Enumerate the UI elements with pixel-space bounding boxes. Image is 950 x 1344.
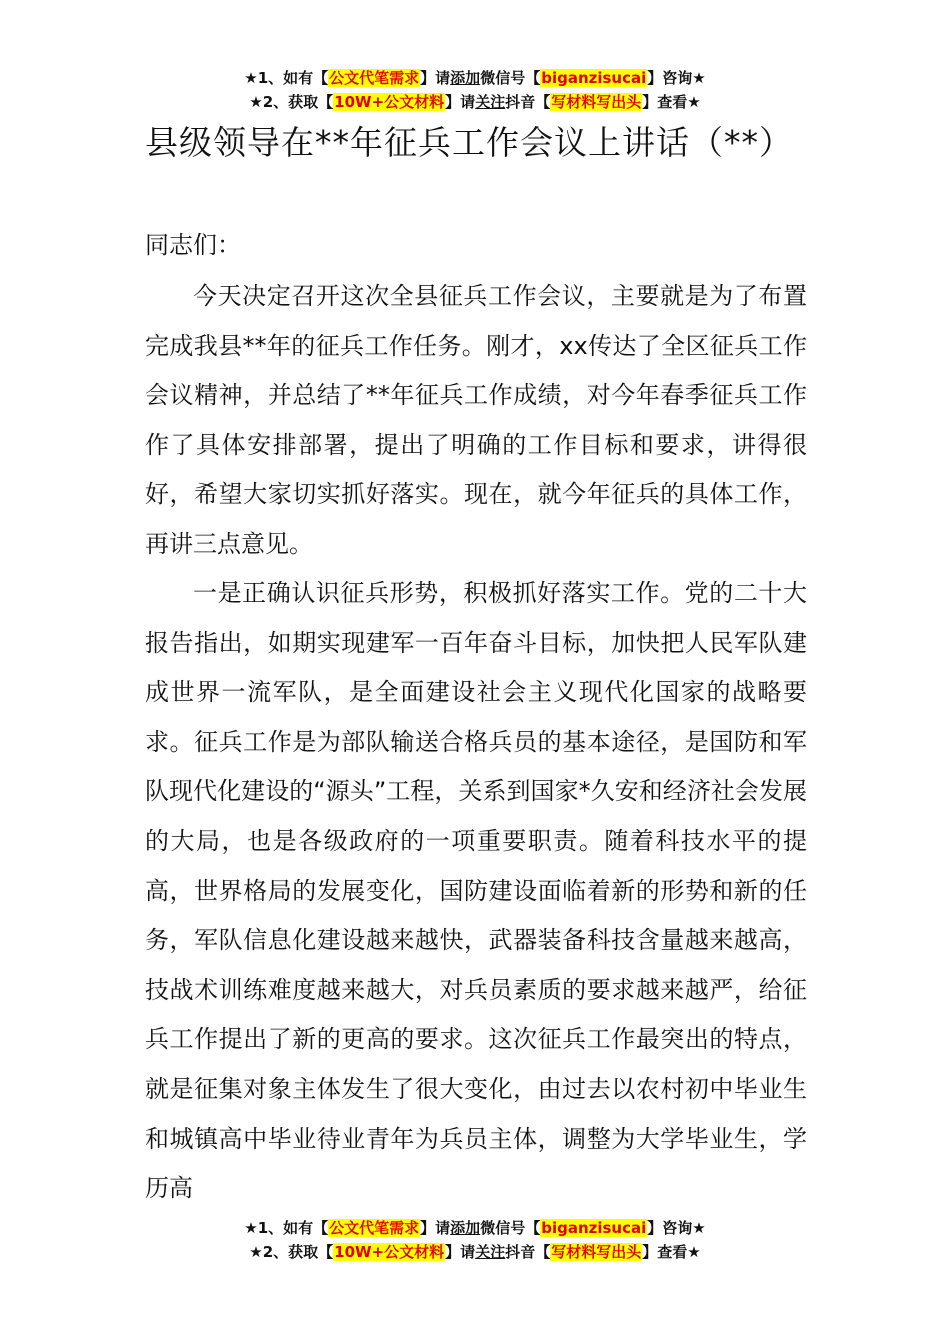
banner-line-2 [0,1240,950,1264]
document-title: 县级领导在**年征兵工作会议上讲话（**） [145,123,793,162]
banner-text: 】请 [420,69,451,87]
banner-underlined: 关注 [475,93,506,111]
banner-text: 2、获取【 [262,93,334,111]
banner-text: 】请 [445,93,476,111]
body-paragraph: 一是正确认识征兵形势，积极抓好落实工作。党的二十大报告指出，如期实现建军一百年奋斗目标，加快把人民军队建成世界一流军队，是全面建设社会主义现代化国家的战略要求。征兵工作是为部队输送合格兵员的基本途径，是国防和军队现代化建设的“源头”工程，关系到国家*久安和经济社会发展的大局，也是各级政府的一项重要职责。随着科技水平的提高，世界格局的发展变化，国防建设面临着新的形势和新的任务，军队信息化建设越来越快，武器装备科技含量越来越高，技战术训练难度越来越大，对兵员素质的要求越来越严，给征兵工作提出了新的更高的要求。这次征兵工作最突出的特点，就是征集对象主体发生了很大变化，由过去以农村初中毕业生和城镇高中毕业待业青年为兵员主体，调整为大学毕业生，学历高 [145,579,807,1203]
body-paragraph: 今天决定召开这次全县征兵工作会议，主要就是为了布置完成我县**年的征兵工作任务。刚才，xx传达了全区征兵工作会议精神，并总结了**年征兵工作成绩，对今年春季征兵工作作了具体安排部署，提出了明确的工作目标和要求，讲得很好，希望大家切实抓好落实。现在，就今年征兵的具体工作，再讲三点意见。 [145,282,807,558]
banner-underlined: 关注 [475,1243,506,1261]
highlight-wechat-id: biganzisucai [541,69,647,87]
banner-line-2 [0,90,950,114]
salutation: 同志们： [145,231,241,259]
banner-text: 】请 [420,1219,451,1237]
banner-underlined: 添加 [450,1219,481,1237]
highlight-douyin-account: 写材料写出头 [551,1243,642,1261]
banner-text: 】咨询 [647,69,693,87]
banner-text: 】查看 [642,1243,688,1261]
star-icon: ★ [244,1219,258,1237]
highlight-service: 公文代笔需求 [329,69,420,87]
star-icon: ★ [249,93,263,111]
star-icon: ★ [249,1243,263,1261]
banner-text: 抖音【 [505,1243,551,1261]
star-icon: ★ [687,93,701,111]
banner-text: 】查看 [642,93,688,111]
banner-text: 1、如有【 [257,1219,329,1237]
top-banner [0,66,950,114]
banner-underlined: 添加 [450,69,481,87]
banner-text: 】请 [445,1243,476,1261]
banner-text: 2、获取【 [262,1243,334,1261]
banner-text: 抖音【 [505,93,551,111]
banner-text: 1、如有【 [257,69,329,87]
banner-text: 微信号【 [480,1219,541,1237]
banner-text: 微信号【 [480,69,541,87]
bottom-banner [0,1216,950,1264]
highlight-service: 公文代笔需求 [329,1219,420,1237]
highlight-douyin-account: 写材料写出头 [551,93,642,111]
star-icon: ★ [687,1243,701,1261]
highlight-wechat-id: biganzisucai [541,1219,647,1237]
star-icon: ★ [692,69,706,87]
banner-line-1 [0,1216,950,1240]
highlight-materials: 10W+公文材料 [334,93,445,111]
star-icon: ★ [244,69,258,87]
banner-text: 】咨询 [647,1219,693,1237]
highlight-materials: 10W+公文材料 [334,1243,445,1261]
star-icon: ★ [692,1219,706,1237]
banner-line-1 [0,66,950,90]
